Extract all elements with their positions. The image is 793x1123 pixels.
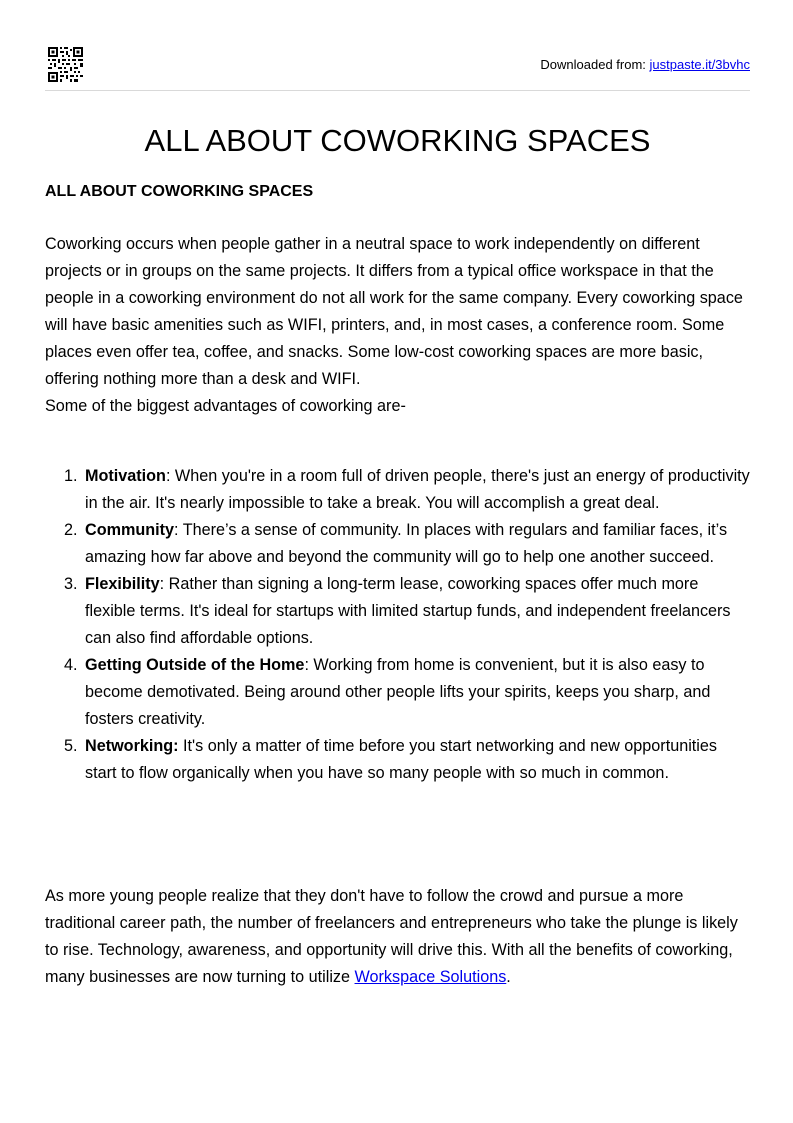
- list-item: [45, 733, 750, 787]
- list-item: [45, 652, 750, 733]
- download-label: Downloaded from:: [540, 57, 650, 72]
- section-heading: ALL ABOUT COWORKING SPACES: [45, 183, 314, 200]
- list-item-text: : When you're in a room full of driven people, there's just an energy of productivity in the air. It's nearly impossible to take a break. You will accomplish a great deal.: [85, 467, 750, 512]
- list-item-text: It's only a matter of time before you start networking and new opportunities start to flow organically when you have so many people with so much in common.: [85, 737, 717, 782]
- advantages-lead-in: Some of the biggest advantages of coworking are-: [45, 397, 406, 415]
- list-item: [45, 517, 750, 571]
- list-item-term: Networking:: [85, 737, 179, 755]
- closing-text: As more young people realize that they don't have to follow the crowd and pursue a more traditional career path, the number of freelancers and entrepreneurs who take the plunge is likely to rise. Technology, awareness, and opportunity will drive this. With all the benefits of coworking, many businesses are now turning to utilize: [45, 887, 738, 986]
- list-number: 4.: [64, 656, 78, 674]
- list-item-text: : Working from home is convenient, but it is also easy to become demotivated. Being around other people lifts your spirits, keeps you sharp, and fosters creativity.: [85, 656, 711, 728]
- intro-paragraph: Coworking occurs when people gather in a neutral space to work independently on different projects or in groups on the same projects. It differs from a typical office workspace in that the people in a coworking environment do not all work for the same company. Every coworking space will have basic amenities such as WIFI, printers, and, in most cases, a conference room. Some places even offer tea, coffee, and snacks. Some low-cost coworking spaces are more basic, offering nothing more than a desk and WIFI.: [45, 235, 743, 388]
- source-link[interactable]: justpaste.it/3bvhc: [649, 57, 750, 72]
- list-item-text: : There’s a sense of community. In places with regulars and familiar faces, it’s amazing how far above and beyond the community will go to help one another succeed.: [85, 521, 728, 566]
- list-number: 2.: [64, 521, 78, 539]
- list-item-term: Community: [85, 521, 175, 539]
- advantages-list: [45, 463, 750, 787]
- list-number: 3.: [64, 575, 78, 593]
- page-title: ALL ABOUT COWORKING SPACES: [144, 123, 651, 158]
- list-item-text: : Rather than signing a long-term lease, coworking spaces offer much more flexible terms. It's ideal for startups with limited startup funds, and independent freelancers can also find affordable options.: [85, 575, 731, 647]
- closing-period: .: [506, 968, 511, 986]
- list-item-term: Flexibility: [85, 575, 160, 593]
- list-item: [45, 571, 750, 652]
- closing-paragraph: [45, 883, 750, 991]
- qr-code-icon: [48, 47, 83, 82]
- list-number: 5.: [64, 737, 78, 755]
- list-item-term: Getting Outside of the Home: [85, 656, 305, 674]
- list-item-term: Motivation: [85, 467, 166, 485]
- download-source: [540, 57, 750, 73]
- document-page: [45, 0, 750, 1123]
- list-number: 1.: [64, 467, 78, 485]
- workspace-solutions-link[interactable]: Workspace Solutions: [354, 968, 507, 986]
- page-header: [45, 46, 750, 91]
- list-item: [45, 463, 750, 517]
